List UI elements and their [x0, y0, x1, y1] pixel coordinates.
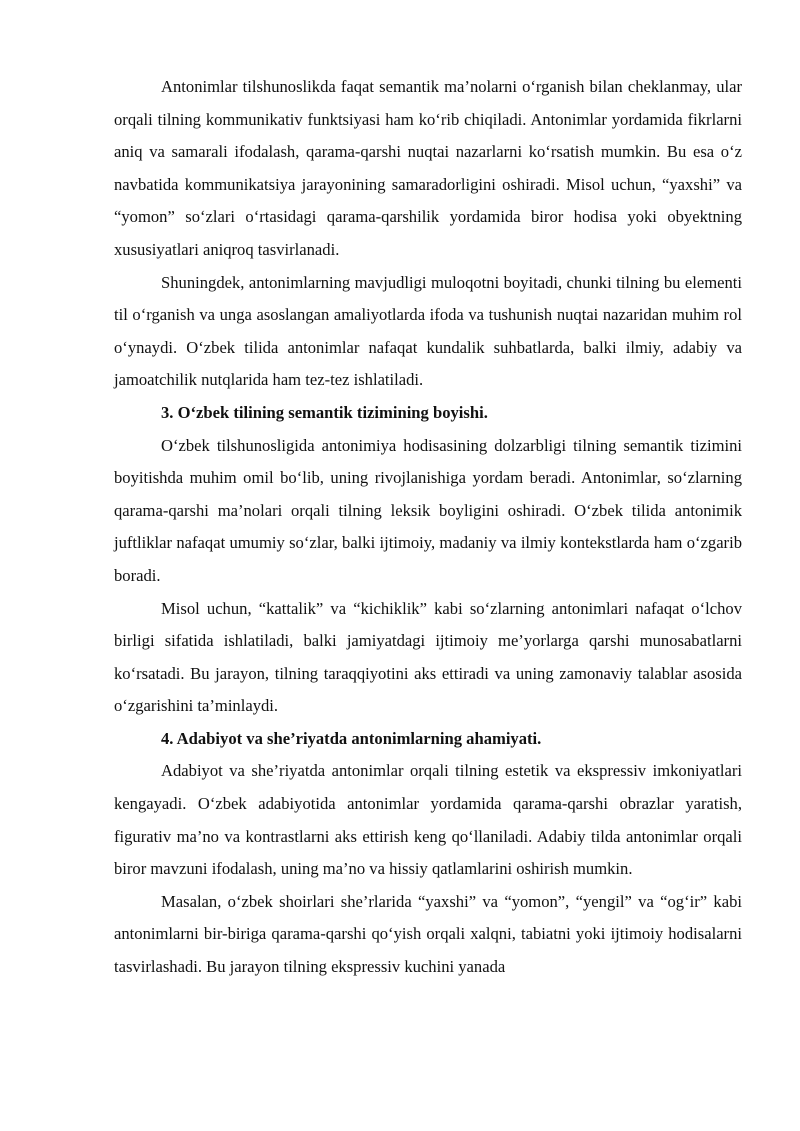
paragraph-semantic-enrichment: O‘zbek tilshunosligida antonimiya hodisasining dolzarbligi tilning semantik tizimini boyitishda muhim omil bo‘lib, uning rivojlanishiga yordam beradi. Antonimlar, so‘zlarning qarama-qarshi ma’nolari orqali tilning leksik boyligini oshiradi. O‘zbek tilida antonimik juftliklar nafaqat umumiy so‘zlar, balki ijtimoiy, madaniy va ilmiy kontekstlarda ham o‘zgarib boradi.: [114, 435, 742, 585]
paragraph-size-example: Misol uchun, “kattalik” va “kichiklik” kabi so‘zlarning antonimlari nafaqat o‘lchov birligi sifatida ishlatiladi, balki jamiyatdagi ijtimoiy me’yorlarga qarshi munosabatlarni ko‘rsatadi. Bu jarayon, tilning taraqqiyotini aks ettiradi va uning zamonaviy talablar asosida o‘zgarishini ta’minlaydi.: [114, 598, 742, 716]
section-heading-4: 4. Adabiyot va she’riyatda antonimlarning ahamiyati.: [161, 728, 542, 748]
paragraph-communication-enrichment: Shuningdek, antonimlarning mavjudligi muloqotni boyitadi, chunki tilning bu elementi til o‘rganish va unga asoslangan amaliyotlarda ifoda va tushunish nuqtai nazaridan muhim rol o‘ynaydi. O‘zbek tilida antonimlar nafaqat kundalik suhbatlarda, balki ilmiy, adabiy va jamoatchilik nutqlarida ham tez-tez ishlatiladi.: [114, 272, 742, 390]
paragraph-poets-example: Masalan, o‘zbek shoirlari she’rlarida “yaxshi” va “yomon”, “yengil” va “og‘ir” kabi antonimlarni bir-biriga qarama-qarshi qo‘yish orqali xalqni, tabiatni yoki ijtimoiy hodisalarni tasvirlashadi. Bu jarayon tilning ekspressiv kuchini yanada: [114, 891, 742, 977]
document-page: [114, 71, 742, 984]
section-heading-3: 3. O‘zbek tilining semantik tizimining boyishi.: [161, 402, 488, 422]
paragraph-communicative-function: Antonimlar tilshunoslikda faqat semantik ma’nolarni o‘rganish bilan cheklanmay, ular orqali tilning kommunikativ funktsiyasi ham ko‘rib chiqiladi. Antonimlar yordamida fikrlarni aniq va samarali ifodalash, qarama-qarshi nuqtai nazarlarni ko‘rsatish mumkin. Bu esa o‘z navbatida kommunikatsiya jarayonining samaradorligini oshiradi. Misol uchun, “yaxshi” va “yomon” so‘zlari o‘rtasidagi qarama-qarshilik yordamida biror hodisa yoki obyektning xususiyatlari aniqroq tasvirlanadi.: [114, 77, 742, 259]
paragraph-literature-expressive: Adabiyot va she’riyatda antonimlar orqali tilning estetik va ekspressiv imkoniyatlari kengayadi. O‘zbek adabiyotida antonimlar yordamida qarama-qarshi obrazlar yaratish, figurativ ma’no va kontrastlarni aks ettirish keng qo‘llaniladi. Adabiy tilda antonimlar orqali biror mavzuni ifodalash, uning ma’no va hissiy qatlamlarini oshirish mumkin.: [114, 761, 742, 879]
